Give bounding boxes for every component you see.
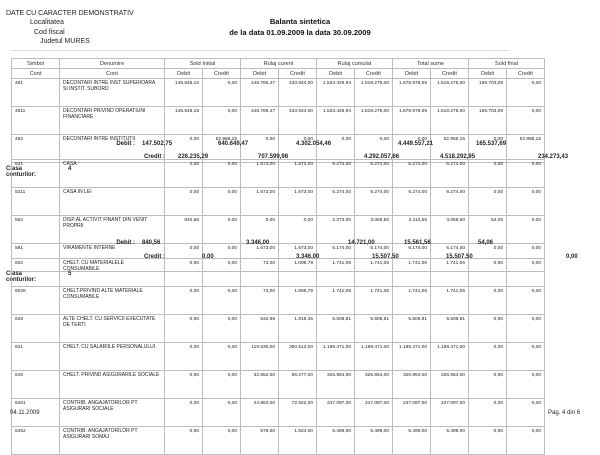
- debit-value: 578,00: [241, 427, 279, 455]
- debit-value: 0,00: [165, 315, 203, 343]
- credit-totals-label: Credit :: [144, 154, 165, 160]
- account-name: CHELT. PRIVIND ASIGURARILE SOCIALE: [60, 371, 165, 399]
- debit-value: 159.703,09: [469, 107, 507, 135]
- account-code: 562: [12, 216, 60, 244]
- debit-value: 0,00: [165, 343, 203, 371]
- credit-value: 0,00: [507, 160, 545, 188]
- account-name: DISP AL ACTIVIT FINANT DIN VENIT PROPRII: [60, 216, 165, 244]
- credit-value: 0,00: [203, 188, 241, 216]
- credit-value: 0,00: [507, 244, 545, 272]
- debit-value: 73,00: [241, 259, 279, 287]
- credit-value: 247.097,00: [355, 399, 393, 427]
- debit-value: 0,00: [165, 259, 203, 287]
- credit-value: 0,00: [355, 135, 393, 163]
- total-value: 15.507,50: [372, 254, 399, 260]
- total-value: 15.507,50: [446, 254, 473, 260]
- credit-value: 0,00: [203, 107, 241, 135]
- total-value: 234.273,43: [538, 154, 569, 160]
- demo-label: DATE CU CARACTER DEMONSTRATIV: [6, 10, 134, 17]
- account-code: 5311: [12, 188, 60, 216]
- account-row: [12, 107, 545, 135]
- credit-value: 0,00: [203, 216, 241, 244]
- credit-value: 0,00: [507, 371, 545, 399]
- credit-value: 0,00: [507, 315, 545, 343]
- debit-value: 0,00: [469, 343, 507, 371]
- account-code: 602: [12, 259, 60, 287]
- total-value: 4.292.057,66: [364, 154, 400, 160]
- credit-header: Credit: [431, 69, 469, 79]
- debit-value: 448.786,47: [241, 107, 279, 135]
- account-name: CONTRIB. ANGAJATORILOR PT ASIGURARI SOMAJ: [60, 427, 165, 455]
- credit-header: Credit: [279, 69, 317, 79]
- debit-value: 0,00: [165, 287, 203, 315]
- sold-final-header: Sold final: [469, 59, 545, 69]
- debit-value: 24.863,00: [241, 399, 279, 427]
- debit-value: 1.741,06: [317, 287, 355, 315]
- account-code: 6028: [12, 287, 60, 315]
- debit-value: 1.678.978,09: [393, 79, 431, 107]
- debit-value: 6.274,00: [393, 188, 431, 216]
- total-value: 15.561,56: [404, 240, 431, 246]
- report-period: de la data 01.09.2009 la data 30.09.2009: [229, 28, 371, 38]
- total-value: 147.502,75: [142, 141, 173, 147]
- credit-value: 52.968,15: [431, 135, 469, 163]
- credit-value: 0,00: [203, 371, 241, 399]
- debit-value: 1.199.471,00: [317, 343, 355, 371]
- credit-value: 1.519.275,00: [431, 107, 469, 135]
- account-name: CASA: [60, 160, 165, 188]
- total-value: 54,06: [478, 240, 494, 246]
- credit-value: 1.519.275,00: [355, 79, 393, 107]
- debit-value: 5.499,00: [393, 427, 431, 455]
- credit-value: 6.174,00: [431, 244, 469, 272]
- debit-value: 73,00: [241, 287, 279, 315]
- debit-header: Debit: [165, 69, 203, 79]
- account-name: DECONTARI INTRE INST SUPERIOARA SI INSTIT. SUBORD: [60, 79, 165, 107]
- total-value: 707.599,98: [258, 154, 289, 160]
- credit-value: 1.519.275,00: [431, 79, 469, 107]
- account-row: [12, 160, 545, 188]
- account-row: [12, 188, 545, 216]
- debit-value: 0,00: [393, 135, 431, 163]
- account-code: 6451: [12, 399, 60, 427]
- debit-value: 0,00: [165, 135, 203, 163]
- debit-value: 247.097,00: [317, 399, 355, 427]
- credit-value: 1.918,35: [279, 315, 317, 343]
- account-row: [12, 287, 545, 315]
- debit-value: 0,00: [469, 244, 507, 272]
- debit-value: 1.741,06: [393, 259, 431, 287]
- credit-value: 350.513,00: [279, 343, 317, 371]
- credit-value: 5.508,81: [431, 315, 469, 343]
- credit-value: 1.098,79: [279, 259, 317, 287]
- credit-value: 5.499,00: [431, 427, 469, 455]
- total-value: 4.449.557,21: [398, 141, 434, 147]
- simbol-header: Simbol: [12, 59, 60, 69]
- denumire-cont-header: Cont: [60, 69, 165, 79]
- debit-value: 0,00: [469, 135, 507, 163]
- debit-value: 0,00: [469, 315, 507, 343]
- account-code: 641: [12, 343, 60, 371]
- account-row: [12, 399, 545, 427]
- debit-value: 159.703,09: [469, 79, 507, 107]
- page-number: Pag. 4 din 6: [548, 410, 581, 416]
- debit-value: 0,00: [469, 371, 507, 399]
- total-value: 3.346,00: [296, 254, 320, 260]
- header-left: [6, 9, 134, 47]
- credit-value: 6.274,00: [431, 160, 469, 188]
- debit-value: 6.274,00: [317, 188, 355, 216]
- class-number: 5: [68, 271, 72, 277]
- debit-value: 6.174,00: [393, 244, 431, 272]
- total-value: 226.235,29: [178, 154, 209, 160]
- balance-table-class-6: [11, 258, 545, 455]
- account-code: 645: [12, 371, 60, 399]
- debit-value: 326.964,00: [393, 371, 431, 399]
- header-divider: [10, 50, 510, 51]
- total-value: 4.518.292,95: [440, 154, 476, 160]
- credit-value: 0,00: [507, 107, 545, 135]
- report-title: Balanta sintetica: [269, 17, 331, 26]
- credit-value: 326.964,00: [355, 371, 393, 399]
- class-label: Clasa conturilor:: [6, 271, 36, 283]
- credit-value: 3.059,50: [355, 216, 393, 244]
- debit-value: 0,00: [469, 188, 507, 216]
- debit-header: Debit: [317, 69, 355, 79]
- credit-value: 52.968,15: [203, 135, 241, 163]
- debit-value: 0,00: [241, 216, 279, 244]
- account-row: [12, 216, 545, 244]
- debit-totals-label: Debit :: [116, 141, 135, 147]
- credit-header: Credit: [203, 69, 241, 79]
- total-value: 0,00: [202, 254, 214, 260]
- credit-value: 1.741,06: [355, 287, 393, 315]
- rulaj-cumulat-header: Rulaj cumulat: [317, 59, 393, 69]
- debit-value: 632,98: [241, 315, 279, 343]
- class-6-rows: [12, 259, 545, 455]
- credit-totals-label: Credit :: [144, 254, 165, 260]
- account-code: 531: [12, 160, 60, 188]
- debit-header: Debit: [393, 69, 431, 79]
- credit-value: 72.922,00: [279, 399, 317, 427]
- header-row-groups: [12, 59, 545, 69]
- credit-value: 1.519.275,00: [355, 107, 393, 135]
- debit-value: 448.786,47: [241, 79, 279, 107]
- credit-value: 1.741,06: [431, 259, 469, 287]
- debit-value: 247.097,00: [393, 399, 431, 427]
- credit-value: 0,00: [507, 259, 545, 287]
- judet-label: Judetul MURES: [40, 38, 90, 46]
- account-row: [12, 343, 545, 371]
- debit-value: 145.548,15: [165, 79, 203, 107]
- account-row: [12, 79, 545, 107]
- total-value: 640.649,47: [218, 141, 249, 147]
- account-name: CASA IN LEI: [60, 188, 165, 216]
- credit-value: 0,00: [203, 259, 241, 287]
- debit-value: 6.174,00: [317, 244, 355, 272]
- credit-value: 6.174,00: [355, 244, 393, 272]
- header-row-sub: [12, 69, 545, 79]
- debit-value: 0,00: [469, 287, 507, 315]
- credit-value: 1.199.471,00: [431, 343, 469, 371]
- debit-value: 5.499,00: [317, 427, 355, 455]
- total-value: 0,00: [566, 254, 578, 260]
- credit-value: 0,00: [203, 287, 241, 315]
- debit-value: 54,06: [469, 216, 507, 244]
- credit-value: 433.944,00: [279, 79, 317, 107]
- debit-value: 1.673,00: [241, 160, 279, 188]
- credit-header: Credit: [507, 69, 545, 79]
- credit-value: 0,00: [203, 399, 241, 427]
- debit-value: 0,00: [165, 188, 203, 216]
- debit-value: 1.533.429,94: [317, 107, 355, 135]
- credit-value: 5.499,00: [355, 427, 393, 455]
- debit-value: 0,00: [165, 427, 203, 455]
- debit-value: 0,00: [317, 135, 355, 163]
- credit-value: 433.944,00: [279, 107, 317, 135]
- account-row: [12, 315, 545, 343]
- credit-header: Credit: [355, 69, 393, 79]
- credit-value: 1.098,79: [279, 287, 317, 315]
- account-row: [12, 427, 545, 455]
- denumire-header: Denumire: [60, 59, 165, 69]
- credit-value: 1.673,00: [279, 188, 317, 216]
- credit-value: 0,00: [279, 135, 317, 163]
- credit-value: 0,00: [203, 244, 241, 272]
- account-name: ALTE CHELT. CU SERVICII EXECUTATE DE TERTI: [60, 315, 165, 343]
- debit-value: 32.852,00: [241, 371, 279, 399]
- credit-value: 1.741,06: [355, 259, 393, 287]
- credit-value: 0,00: [507, 343, 545, 371]
- debit-value: 1.741,06: [317, 259, 355, 287]
- debit-value: 0,00: [469, 259, 507, 287]
- debit-value: 0,00: [469, 427, 507, 455]
- account-name: VIRAMENTE INTERNE: [60, 244, 165, 272]
- debit-value: 2.273,00: [317, 216, 355, 244]
- credit-value: 1.673,00: [279, 244, 317, 272]
- total-value: 3.346,00: [246, 240, 270, 246]
- account-row: [12, 259, 545, 287]
- debit-value: 119.535,00: [241, 343, 279, 371]
- account-code: 581: [12, 244, 60, 272]
- credit-value: 0,00: [203, 427, 241, 455]
- debit-value: 3.113,56: [393, 216, 431, 244]
- credit-value: 0,00: [507, 287, 545, 315]
- rulaj-curent-header: Rulaj curent: [241, 59, 317, 69]
- account-name: DECONTARI INTRE INSTITUTII: [60, 135, 165, 163]
- credit-value: 0,00: [203, 160, 241, 188]
- debit-value: 1.678.978,09: [393, 107, 431, 135]
- account-name: CHELT. CU SALARIILE PERSONALULUI: [60, 343, 165, 371]
- debit-value: 0,00: [165, 399, 203, 427]
- account-row: [12, 371, 545, 399]
- credit-value: 52.968,15: [507, 135, 545, 163]
- debit-value: 145.548,15: [165, 107, 203, 135]
- account-name: CHELT.PRIVIND ALTE MATERIALE CONSUMABILE: [60, 287, 165, 315]
- debit-value: 0,00: [165, 371, 203, 399]
- credit-value: 0,00: [507, 427, 545, 455]
- cont-header: Cont: [12, 69, 60, 79]
- credit-value: 0,00: [507, 79, 545, 107]
- credit-value: 1.673,00: [279, 160, 317, 188]
- debit-value: 1.673,00: [241, 244, 279, 272]
- total-value: 14.721,00: [348, 240, 375, 246]
- account-code: 481: [12, 79, 60, 107]
- debit-value: 0,00: [241, 135, 279, 163]
- debit-value: 5.508,81: [317, 315, 355, 343]
- debit-value: 6.274,00: [317, 160, 355, 188]
- credit-value: 96.277,00: [279, 371, 317, 399]
- debit-value: 1.533.429,94: [317, 79, 355, 107]
- debit-value: 326.964,00: [317, 371, 355, 399]
- class-label: Clasa conturilor:: [6, 166, 36, 178]
- credit-value: 0,00: [203, 315, 241, 343]
- account-name: CHELT. CU MATERIALELE CONSUMABILE: [60, 259, 165, 287]
- account-code: 628: [12, 315, 60, 343]
- account-name: DECONTARI PRIVIND OPERATIUNI FINANCIARE: [60, 107, 165, 135]
- debit-value: 0,00: [469, 399, 507, 427]
- credit-value: 6.274,00: [355, 160, 393, 188]
- account-code: 4811: [12, 107, 60, 135]
- credit-value: 0,00: [507, 188, 545, 216]
- total-value: 840,56: [142, 240, 161, 246]
- debit-value: 0,00: [165, 160, 203, 188]
- credit-value: 0,00: [507, 399, 545, 427]
- debit-value: 0,00: [165, 244, 203, 272]
- class-4-rows: [12, 79, 545, 163]
- account-code: 6452: [12, 427, 60, 455]
- cod-fiscal-label: Cod fiscal: [34, 28, 65, 36]
- credit-value: 0,00: [507, 216, 545, 244]
- account-name: CONTRIB. ANGAJATORILOR PT ASIGURARI SOCIALE: [60, 399, 165, 427]
- print-date: 04.11.2009: [10, 410, 40, 416]
- class-number: 4: [68, 166, 72, 172]
- sold-initial-header: Sold Initial: [165, 59, 241, 69]
- total-value: 4.302.054,46: [296, 141, 332, 147]
- credit-value: 1.199.471,00: [355, 343, 393, 371]
- credit-value: 3.059,50: [431, 216, 469, 244]
- credit-value: 326.964,00: [431, 371, 469, 399]
- debit-value: 840,56: [165, 216, 203, 244]
- credit-value: 0,00: [203, 343, 241, 371]
- debit-totals-label: Debit :: [116, 240, 135, 246]
- debit-value: 6.274,00: [393, 160, 431, 188]
- account-code: 482: [12, 135, 60, 163]
- debit-value: 1.741,06: [393, 287, 431, 315]
- debit-value: 0,00: [469, 160, 507, 188]
- total-value: 165.537,69: [476, 141, 507, 147]
- document-title: [200, 16, 400, 39]
- localitate-label: Localitatea: [30, 19, 64, 27]
- credit-value: 0,00: [279, 216, 317, 244]
- balance-table-class-4: [11, 58, 545, 163]
- debit-header: Debit: [469, 69, 507, 79]
- debit-value: 1.673,00: [241, 188, 279, 216]
- total-sume-header: Total sume: [393, 59, 469, 69]
- debit-value: 1.199.471,00: [393, 343, 431, 371]
- credit-value: 6.274,00: [355, 188, 393, 216]
- credit-value: 1.624,00: [279, 427, 317, 455]
- credit-value: 1.741,06: [431, 287, 469, 315]
- credit-value: 0,00: [203, 79, 241, 107]
- credit-value: 247.097,00: [431, 399, 469, 427]
- debit-header: Debit: [241, 69, 279, 79]
- credit-value: 5.508,81: [355, 315, 393, 343]
- debit-value: 5.508,81: [393, 315, 431, 343]
- credit-value: 6.274,00: [431, 188, 469, 216]
